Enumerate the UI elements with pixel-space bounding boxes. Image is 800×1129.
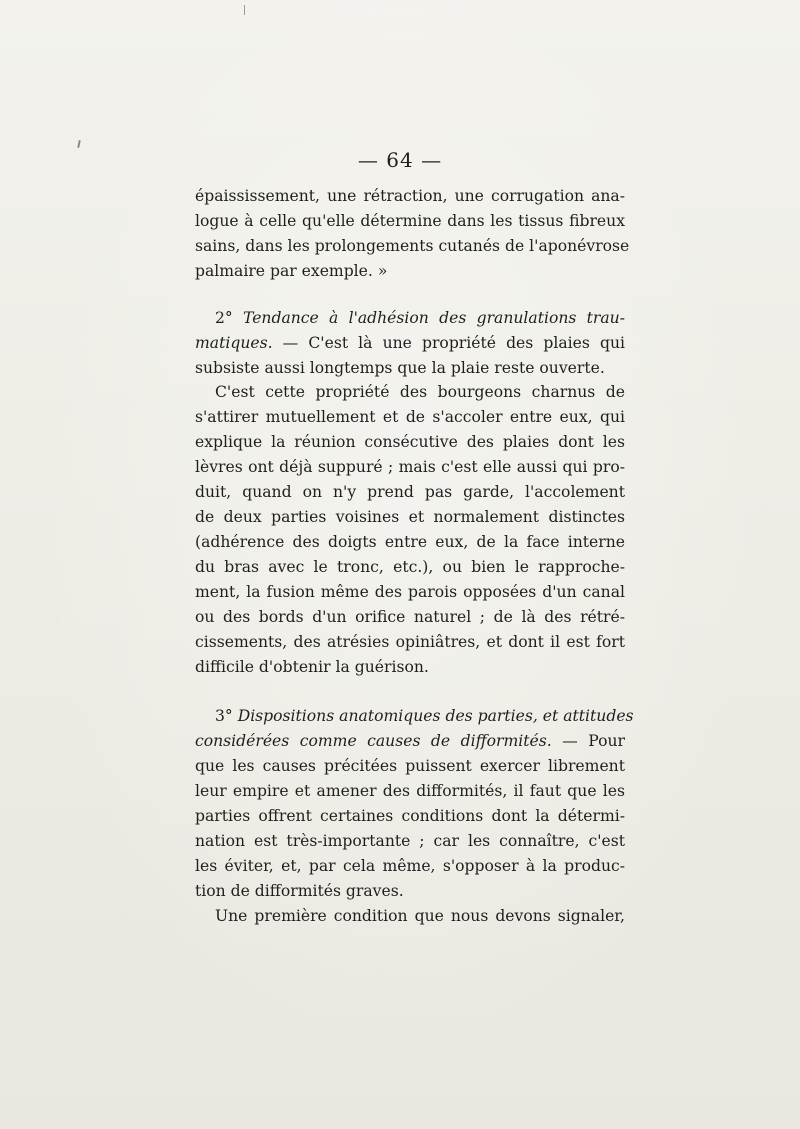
text-line: cissements, des atrésies opiniâtres, et dont il est fort	[195, 633, 625, 651]
ink-speck	[244, 5, 245, 15]
text-line: subsiste aussi longtemps que la plaie reste ouverte.	[195, 359, 605, 377]
text-line: ment, la fusion même des parois opposées d'un canal	[195, 583, 625, 601]
text-line: explique la réunion consécutive des plaies dont les	[195, 433, 625, 451]
text-line: lèvres ont déjà suppuré ; mais c'est elle aussi qui pro-	[195, 458, 625, 476]
text-line: duit, quand on n'y prend pas garde, l'accolement	[195, 483, 625, 501]
section-number: 3°	[215, 707, 233, 725]
text-line: C'est cette propriété des bourgeons charnus de	[215, 383, 625, 401]
text-line: (adhérence des doigts entre eux, de la face interne	[195, 533, 625, 551]
section-heading-line	[195, 729, 625, 754]
text-line: du bras avec le tronc, etc.), ou bien le rapproche-	[195, 558, 625, 576]
text-line: difficile d'obtenir la guérison.	[195, 658, 429, 676]
text-line: que les causes précitées puissent exercer librement	[195, 757, 625, 775]
text-line: logue à celle qu'elle détermine dans les tissus fibreux	[195, 212, 625, 230]
section-heading: considérées comme causes de difformités.	[195, 732, 552, 750]
section-heading: matiques.	[195, 334, 273, 352]
paragraph	[195, 380, 625, 680]
text-line: épaississement, une rétraction, une corrugation ana-	[195, 187, 625, 205]
text-line: leur empire et amener des difformités, il faut que les	[195, 782, 625, 800]
text-line: tion de difformités graves.	[195, 882, 404, 900]
section-heading-line	[195, 306, 625, 331]
paragraph-continuation	[195, 184, 630, 284]
section-heading-line	[195, 331, 625, 356]
text-line: sains, dans les prolongements cutanés de l'aponévrose	[195, 237, 630, 255]
ink-speck	[77, 140, 81, 148]
text-run: — Pour	[551, 732, 625, 750]
text-line: les éviter, et, par cela même, s'opposer à la produc-	[195, 857, 625, 875]
section-3	[195, 704, 634, 904]
section-heading: Tendance à l'adhésion des granulations trau-	[243, 309, 625, 327]
section-2	[195, 306, 625, 381]
section-heading-line	[195, 704, 634, 729]
paragraph	[195, 904, 625, 929]
text-line: palmaire par exemple. »	[195, 262, 388, 280]
text-run: — C'est là une propriété des plaies qui	[272, 334, 625, 352]
text-line: parties offrent certaines conditions dont la détermi-	[195, 807, 625, 825]
text-line: ou des bords d'un orifice naturel ; de là des rétré-	[195, 608, 625, 626]
text-line: Une première condition que nous devons signaler,	[215, 907, 625, 925]
text-line: nation est très-importante ; car les connaître, c'est	[195, 832, 625, 850]
section-heading: Dispositions anatomiques des parties, et attitudes	[237, 707, 634, 725]
text-line: de deux parties voisines et normalement distinctes	[195, 508, 625, 526]
section-number: 2°	[215, 309, 233, 327]
page-number: — 64 —	[357, 148, 443, 172]
text-line: s'attirer mutuellement et de s'accoler entre eux, qui	[195, 408, 625, 426]
